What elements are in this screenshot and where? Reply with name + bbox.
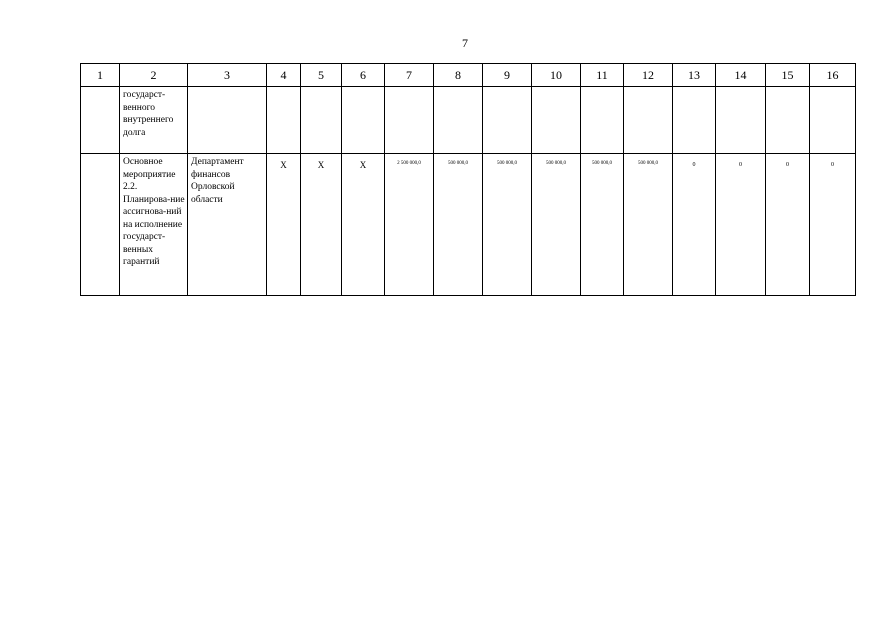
activity-name-cell: государст-венного внутреннего долга [120,87,188,154]
column-header: 1 [81,64,120,87]
column-header: 8 [434,64,483,87]
column-header: 3 [188,64,267,87]
table-cell [81,87,120,154]
column-header: 10 [532,64,581,87]
page-number: 7 [462,36,468,50]
table-cell [673,87,716,154]
column-header: 2 [120,64,188,87]
amount-cell: 500 000,0 [581,154,624,296]
table-cell [188,87,267,154]
amount-cell: 0 [716,154,766,296]
column-header: 12 [624,64,673,87]
column-header: 13 [673,64,716,87]
table-cell [581,87,624,154]
executor-cell: Департамент финансов Орловской области [188,154,267,296]
mark-cell: Х [342,154,385,296]
amount-cell: 0 [766,154,810,296]
table-cell [81,154,120,296]
amount-cell: 500 000,0 [483,154,532,296]
amount-cell: 500 000,0 [624,154,673,296]
column-header: 15 [766,64,810,87]
header-row [81,64,856,87]
amount-cell: 500 000,0 [532,154,581,296]
mark-cell: Х [267,154,301,296]
table-cell [267,87,301,154]
table-cell [624,87,673,154]
program-table [80,63,856,296]
column-header: 6 [342,64,385,87]
table-cell [434,87,483,154]
amount-cell: 500 000,0 [434,154,483,296]
column-header: 5 [301,64,342,87]
table-cell [342,87,385,154]
table-cell [385,87,434,154]
table-cell [766,87,810,154]
amount-cell: 0 [810,154,856,296]
table-row [81,154,856,296]
table-cell [301,87,342,154]
amount-cell: 0 [673,154,716,296]
column-header: 4 [267,64,301,87]
table-row [81,87,856,154]
table-cell [483,87,532,154]
mark-cell: Х [301,154,342,296]
column-header: 16 [810,64,856,87]
table-cell [810,87,856,154]
column-header: 9 [483,64,532,87]
table-cell [716,87,766,154]
activity-name-cell: Основное мероприятие 2.2. Планирова-ние ассигнова-ний на исполнение государст-венных гарантий [120,154,188,296]
table-cell [532,87,581,154]
amount-cell: 2 500 000,0 [385,154,434,296]
column-header: 14 [716,64,766,87]
column-header: 7 [385,64,434,87]
column-header: 11 [581,64,624,87]
